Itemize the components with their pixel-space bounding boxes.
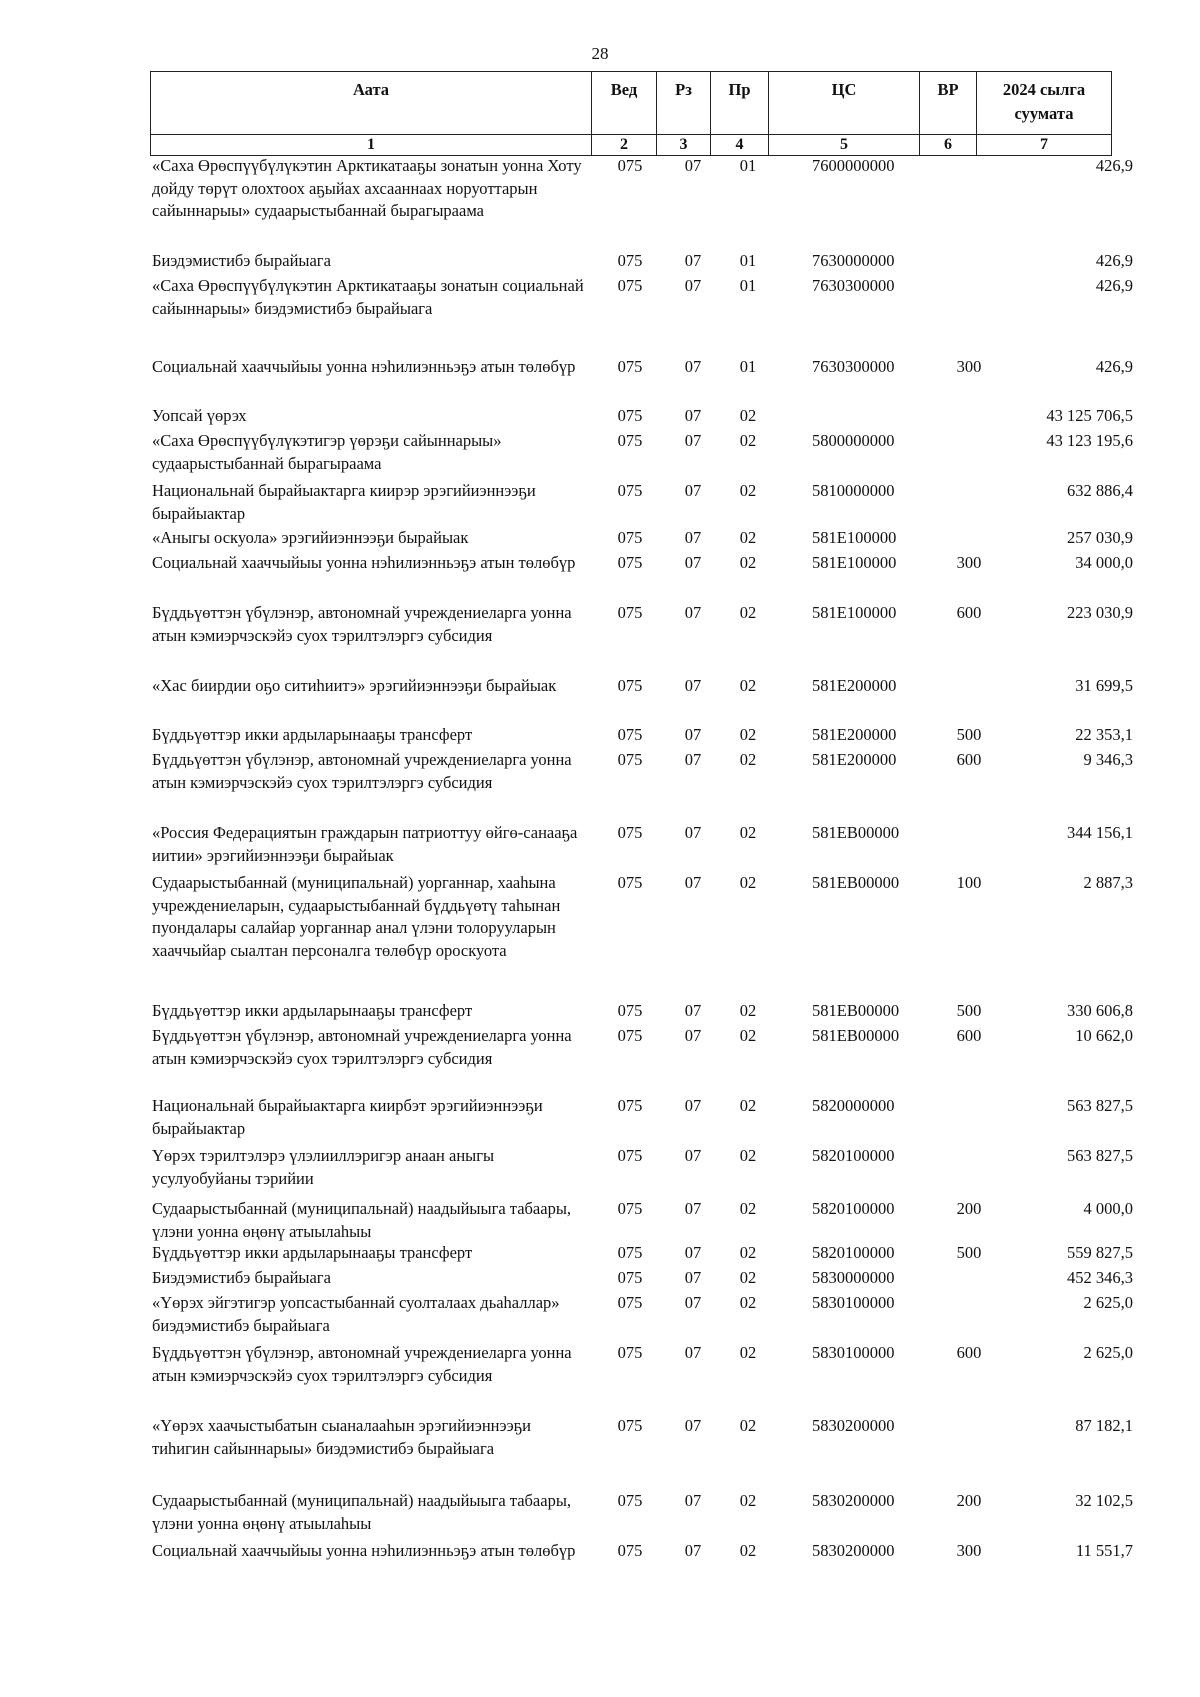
- row-cs: 5830200000: [812, 1491, 895, 1510]
- row-rz: 07: [684, 1146, 702, 1165]
- row-pr: 02: [739, 1146, 757, 1165]
- row-sum: 9 346,3: [1083, 750, 1133, 769]
- row-pr: 02: [739, 873, 757, 892]
- row-sum: 559 827,5: [1067, 1243, 1133, 1262]
- row-ved: 075: [617, 1199, 643, 1218]
- row-vr: 500: [956, 1001, 982, 1020]
- row-pr: 02: [739, 1026, 757, 1045]
- row-name: Судаарыстыбаннай (муниципальнай) уорганнар, хааһына учреждениеларын, судаарыстыбаннай бүддьүөтү таһынан пуондалары салайар уорганнар анал үлэни толорууларын хааччыйар сыалтан персоналга төлөбүр ороскуота: [152, 873, 561, 960]
- row-name: Судаарыстыбаннай (муниципальнай) наадыйыыга табаары, үлэни уонна өңөнү атыылаһыы: [152, 1199, 572, 1241]
- row-pr: 01: [739, 276, 757, 295]
- row-vr: 500: [956, 1243, 982, 1262]
- row-name: Үөрэх тэрилтэлэрэ үлэлииллэригэр анаан аныгы усулуобуйаны тэрийии: [152, 1146, 495, 1188]
- row-cs: 581EВ00000: [812, 873, 900, 892]
- row-pr: 02: [739, 1096, 757, 1115]
- row-rz: 07: [684, 823, 702, 842]
- row-rz: 07: [684, 431, 702, 450]
- row-vr: 100: [956, 873, 982, 892]
- row-rz: 07: [684, 750, 702, 769]
- row-ved: 075: [617, 276, 643, 295]
- row-ved: 075: [617, 1146, 643, 1165]
- row-rz: 07: [684, 1199, 702, 1218]
- row-ved: 075: [617, 1293, 643, 1312]
- row-vr: 300: [956, 553, 982, 572]
- row-vr: 600: [956, 1343, 982, 1362]
- column-header-rz: Рз: [657, 72, 711, 135]
- row-vr: 600: [956, 750, 982, 769]
- row-name: Бүддьүөттэр икки ардыларынааҕы трансферт: [152, 1001, 473, 1020]
- row-cs: 581EВ00000: [812, 1001, 900, 1020]
- row-pr: 02: [739, 1199, 757, 1218]
- row-rz: 07: [684, 528, 702, 547]
- row-name: Судаарыстыбаннай (муниципальнай) наадыйыыга табаары, үлэни уонна өңөнү атыылаһыы: [152, 1491, 572, 1533]
- page-number: 28: [591, 44, 609, 63]
- row-name: Бүддьүөттэр икки ардыларынааҕы трансферт: [152, 725, 473, 744]
- row-pr: 02: [739, 1268, 757, 1287]
- row-name: Биэдэмистибэ бырайыага: [152, 251, 331, 270]
- row-pr: 02: [739, 603, 757, 622]
- row-ved: 075: [617, 156, 643, 175]
- row-rz: 07: [684, 553, 702, 572]
- row-name: Социальнай хааччыйыы уонна нэһилиэнньэҕэ атын төлөбүр: [152, 553, 576, 572]
- row-cs: 5820100000: [812, 1199, 895, 1218]
- row-sum: 330 606,8: [1067, 1001, 1133, 1020]
- row-ved: 075: [617, 357, 643, 376]
- row-name: Национальнай бырайыактарга киирбэт эрэгийиэннээҕи бырайыактар: [152, 1096, 543, 1138]
- row-sum: 43 123 195,6: [1046, 431, 1133, 450]
- row-name: «Россия Федерациятын граждарын патриоттуу өйгө-санааҕа иитии» эрэгийиэннээҕи бырайыак: [152, 823, 578, 865]
- row-name: Социальнай хааччыйыы уонна нэһилиэнньэҕэ атын төлөбүр: [152, 1541, 576, 1560]
- row-pr: 02: [739, 1243, 757, 1262]
- row-ved: 075: [617, 1416, 643, 1435]
- row-rz: 07: [684, 1001, 702, 1020]
- row-sum: 31 699,5: [1075, 676, 1133, 695]
- row-vr: 300: [956, 357, 982, 376]
- row-ved: 075: [617, 1096, 643, 1115]
- row-pr: 02: [739, 1293, 757, 1312]
- row-sum: 563 827,5: [1067, 1146, 1133, 1165]
- row-pr: 01: [739, 357, 757, 376]
- row-rz: 07: [684, 1293, 702, 1312]
- row-cs: 581E100000: [812, 528, 897, 547]
- row-sum: 452 346,3: [1067, 1268, 1133, 1287]
- row-name: Бүддьүөттэр икки ардыларынааҕы трансферт: [152, 1243, 473, 1262]
- row-ved: 075: [617, 553, 643, 572]
- row-vr: 500: [956, 725, 982, 744]
- row-rz: 07: [684, 276, 702, 295]
- row-vr: 200: [956, 1491, 982, 1510]
- row-rz: 07: [684, 1268, 702, 1287]
- row-cs: 581E100000: [812, 603, 897, 622]
- row-ved: 075: [617, 823, 643, 842]
- row-cs: 7630000000: [812, 251, 895, 270]
- row-name: Национальнай бырайыактарга киирэр эрэгийиэннээҕи бырайыактар: [152, 481, 536, 523]
- column-header-pr: Пр: [711, 72, 769, 135]
- row-ved: 075: [617, 431, 643, 450]
- row-ved: 075: [617, 528, 643, 547]
- row-name: «Саха Өрөспүүбүлүкэтин Арктикатааҕы зонатын социальнай сайыннарыы» биэдэмистибэ бырайыага: [152, 276, 584, 318]
- row-cs: 581EВ00000: [812, 823, 900, 842]
- row-sum: 257 030,9: [1067, 528, 1133, 547]
- row-ved: 075: [617, 1001, 643, 1020]
- row-cs: 5810000000: [812, 481, 895, 500]
- row-cs: 5830100000: [812, 1293, 895, 1312]
- row-vr: 600: [956, 1026, 982, 1045]
- column-number-2: 2: [592, 135, 657, 156]
- row-sum: 10 662,0: [1075, 1026, 1133, 1045]
- row-rz: 07: [684, 1416, 702, 1435]
- column-header-sum-2024: 2024 сылга суумата: [977, 72, 1112, 135]
- row-sum: 11 551,7: [1075, 1541, 1133, 1560]
- row-name: «Аныгы оскуола» эрэгийиэннээҕи бырайыак: [152, 528, 469, 547]
- row-rz: 07: [684, 873, 702, 892]
- row-name: Бүддьүөттэн үбүлэнэр, автономнай учреждениеларга уонна атын кэмиэрчэскэйэ суох тэрилтэлэргэ субсидия: [152, 1026, 572, 1068]
- row-rz: 07: [684, 1096, 702, 1115]
- row-sum: 223 030,9: [1067, 603, 1133, 622]
- row-cs: 5830000000: [812, 1268, 895, 1287]
- row-cs: 5830200000: [812, 1541, 895, 1560]
- row-cs: 5830200000: [812, 1416, 895, 1435]
- row-sum: 4 000,0: [1083, 1199, 1133, 1218]
- row-pr: 02: [739, 406, 757, 425]
- row-name: Биэдэмистибэ бырайыага: [152, 1268, 331, 1287]
- row-name: Бүддьүөттэн үбүлэнэр, автономнай учреждениеларга уонна атын кэмиэрчэскэйэ суох тэрилтэлэргэ субсидия: [152, 603, 572, 645]
- row-name: Бүддьүөттэн үбүлэнэр, автономнай учреждениеларга уонна атын кэмиэрчэскэйэ суох тэрилтэлэргэ субсидия: [152, 1343, 572, 1385]
- row-cs: 7630300000: [812, 357, 895, 376]
- row-rz: 07: [684, 1026, 702, 1045]
- row-rz: 07: [684, 676, 702, 695]
- row-ved: 075: [617, 1343, 643, 1362]
- row-name: «Саха Өрөспүүбүлүкэтин Арктикатааҕы зонатын уонна Хоту дойду төрүт олохтоох аҕыйах ахсааннаах норуоттарын сайыннарыы» судаарыстыбаннай бырагыраама: [152, 156, 582, 221]
- row-ved: 075: [617, 750, 643, 769]
- row-rz: 07: [684, 1541, 702, 1560]
- row-sum: 2 625,0: [1083, 1343, 1133, 1362]
- row-cs: 581EВ00000: [812, 1026, 900, 1045]
- row-ved: 075: [617, 1026, 643, 1045]
- column-number-7: 7: [977, 135, 1112, 156]
- row-sum: 426,9: [1095, 156, 1133, 175]
- row-cs: 5820100000: [812, 1243, 895, 1262]
- row-ved: 075: [617, 725, 643, 744]
- row-pr: 02: [739, 1343, 757, 1362]
- row-sum: 32 102,5: [1075, 1491, 1133, 1510]
- column-number-3: 3: [657, 135, 711, 156]
- row-rz: 07: [684, 725, 702, 744]
- row-name: «Хас биирдии оҕо ситиһиитэ» эрэгийиэннээҕи бырайыак: [152, 676, 557, 695]
- row-name: Бүддьүөттэн үбүлэнэр, автономнай учреждениеларга уонна атын кэмиэрчэскэйэ суох тэрилтэлэргэ субсидия: [152, 750, 572, 792]
- row-rz: 07: [684, 1243, 702, 1262]
- row-pr: 02: [739, 1001, 757, 1020]
- row-sum: 563 827,5: [1067, 1096, 1133, 1115]
- row-pr: 02: [739, 1416, 757, 1435]
- row-rz: 07: [684, 406, 702, 425]
- column-number-6: 6: [920, 135, 977, 156]
- row-cs: 5800000000: [812, 431, 895, 450]
- row-cs: 5820100000: [812, 1146, 895, 1165]
- row-rz: 07: [684, 1343, 702, 1362]
- row-cs: 581E200000: [812, 750, 897, 769]
- column-number-4: 4: [711, 135, 769, 156]
- row-sum: 2 887,3: [1083, 873, 1133, 892]
- row-pr: 02: [739, 553, 757, 572]
- row-sum: 43 125 706,5: [1046, 406, 1133, 425]
- row-name: «Үөрэх хаачыстыбатын сыаналааһын эрэгийиэннээҕи тиһигин сайыннарыы» биэдэмистибэ бырайыага: [152, 1416, 531, 1458]
- row-sum: 2 625,0: [1083, 1293, 1133, 1312]
- row-sum: 426,9: [1095, 276, 1133, 295]
- row-name: Социальнай хааччыйыы уонна нэһилиэнньэҕэ атын төлөбүр: [152, 357, 576, 376]
- row-pr: 02: [739, 823, 757, 842]
- row-cs: 581E200000: [812, 676, 897, 695]
- row-pr: 01: [739, 251, 757, 270]
- row-pr: 02: [739, 481, 757, 500]
- row-cs: 7630300000: [812, 276, 895, 295]
- column-header-aata: Аата: [151, 72, 592, 135]
- row-rz: 07: [684, 1491, 702, 1510]
- row-sum: 632 886,4: [1067, 481, 1133, 500]
- row-pr: 02: [739, 528, 757, 547]
- row-sum: 426,9: [1095, 357, 1133, 376]
- row-sum: 344 156,1: [1067, 823, 1133, 842]
- row-sum: 22 353,1: [1075, 725, 1133, 744]
- column-number-1: 1: [151, 135, 592, 156]
- column-header-vr: ВР: [920, 72, 977, 135]
- row-name: «Үөрэх эйгэтигэр уопсастыбаннай суолталаах дьаһаллар» биэдэмистибэ бырайыага: [152, 1293, 560, 1335]
- row-rz: 07: [684, 156, 702, 175]
- row-ved: 075: [617, 676, 643, 695]
- row-ved: 075: [617, 1491, 643, 1510]
- table-header: [150, 71, 1112, 156]
- row-rz: 07: [684, 603, 702, 622]
- row-rz: 07: [684, 357, 702, 376]
- row-pr: 02: [739, 431, 757, 450]
- row-pr: 02: [739, 750, 757, 769]
- row-name: Уопсай үөрэх: [152, 406, 247, 425]
- row-rz: 07: [684, 251, 702, 270]
- row-pr: 02: [739, 676, 757, 695]
- row-sum: 34 000,0: [1075, 553, 1133, 572]
- row-name: «Саха Өрөспүүбүлүкэтигэр үөрэҕи сайыннарыы» судаарыстыбаннай бырагыраама: [152, 431, 502, 473]
- row-ved: 075: [617, 1268, 643, 1287]
- row-ved: 075: [617, 873, 643, 892]
- row-pr: 02: [739, 1541, 757, 1560]
- row-sum: 426,9: [1095, 251, 1133, 270]
- row-cs: 7600000000: [812, 156, 895, 175]
- row-ved: 075: [617, 251, 643, 270]
- row-ved: 075: [617, 1541, 643, 1560]
- row-vr: 300: [956, 1541, 982, 1560]
- row-ved: 075: [617, 406, 643, 425]
- row-ved: 075: [617, 603, 643, 622]
- row-cs: 581E200000: [812, 725, 897, 744]
- row-sum: 87 182,1: [1075, 1416, 1133, 1435]
- row-ved: 075: [617, 1243, 643, 1262]
- row-vr: 200: [956, 1199, 982, 1218]
- row-pr: 01: [739, 156, 757, 175]
- row-rz: 07: [684, 481, 702, 500]
- row-vr: 600: [956, 603, 982, 622]
- column-header-cs: ЦС: [769, 72, 920, 135]
- column-header-ved: Вед: [592, 72, 657, 135]
- row-pr: 02: [739, 725, 757, 744]
- row-pr: 02: [739, 1491, 757, 1510]
- row-cs: 5830100000: [812, 1343, 895, 1362]
- column-number-5: 5: [769, 135, 920, 156]
- row-cs: 5820000000: [812, 1096, 895, 1115]
- row-ved: 075: [617, 481, 643, 500]
- row-cs: 581E100000: [812, 553, 897, 572]
